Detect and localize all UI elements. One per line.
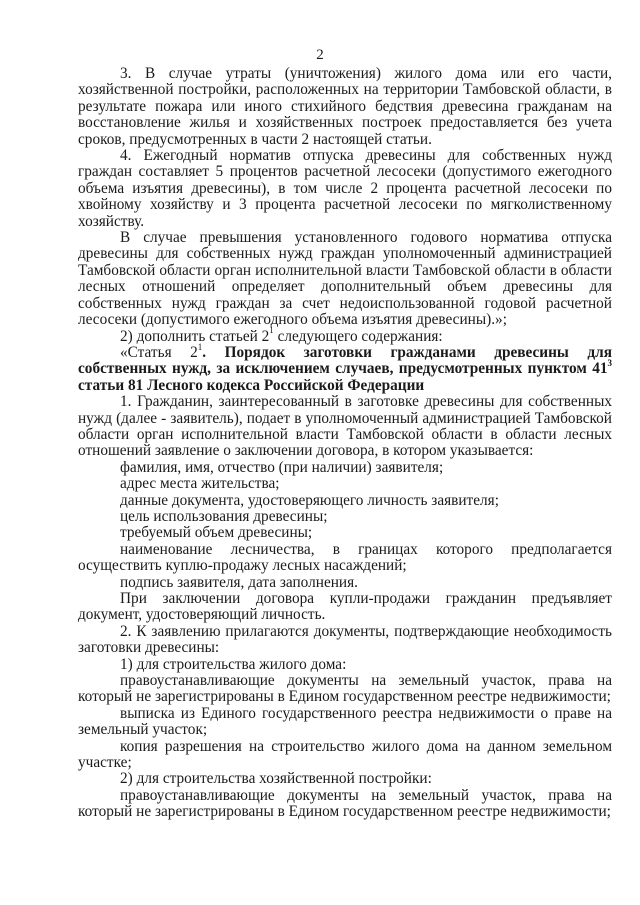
article-prefix: «Статья 2 bbox=[120, 343, 198, 361]
article-superscript: 1 bbox=[197, 341, 203, 352]
amendment-clause bbox=[78, 325, 612, 345]
list-item: цель использования древесины; bbox=[120, 507, 328, 525]
paragraph-3: 3. В случае утраты (уничтожения) жилого дома или его части, хозяйственной постройки, расположенных на территории Тамбовской области, в результате пожара или иного стихийного бедствия древесина гражданам на восстановление жилья и хозяйственных построек предоставляется без учета сроков, предусмотренных в части 2 настоящей статьи. bbox=[78, 65, 612, 148]
paragraph-excess: В случае превышения установленного годового норматива отпуска древесины для собственных нужд граждан уполномоченный администрацией Тамбовской области орган исполнительной власти Тамбовской области в области лесных отношений определяет дополнительный объем древесины для собственных нужд граждан за счет недоиспользованной годовой расчетной лесосеки (допустимого ежегодного объема изъятия древесины).»; bbox=[78, 229, 612, 329]
list-item: правоустанавливающие документы на земельный участок, права на который не зарегистрированы в Едином государственном реестре недвижимости; bbox=[78, 786, 612, 821]
list-item: требуемый объем древесины; bbox=[120, 524, 313, 542]
list-item: данные документа, удостоверяющего личность заявителя; bbox=[120, 491, 499, 509]
list-item: правоустанавливающие документы на земельный участок, права на который не зарегистрированы в Едином государственном реестре недвижимости; bbox=[78, 672, 612, 706]
document-body bbox=[78, 66, 612, 821]
list-item: подпись заявителя, дата заполнения. bbox=[120, 573, 358, 591]
list-item: фамилия, имя, отчество (при наличии) заявителя; bbox=[120, 458, 444, 476]
article-title-part-a: . Порядок заготовки гражданами древесины для собственных нужд, за исключением случаев, предусмотренных пунктом 41 bbox=[78, 343, 612, 378]
page-number: 2 bbox=[316, 47, 324, 63]
article-heading bbox=[78, 341, 612, 394]
article-title-superscript: 3 bbox=[607, 358, 612, 369]
list-item: наименование лесничества, в границах которого предполагается осуществить куплю-продажу лесных насаждений; bbox=[78, 540, 612, 575]
amendment-text-before: 2) дополнить статьей 2 bbox=[120, 327, 270, 345]
list-item: адрес места жительства; bbox=[120, 475, 280, 493]
amendment-superscript: 1 bbox=[269, 325, 274, 336]
list-item: выписка из Единого государственного реестра недвижимости о праве на земельный участок; bbox=[78, 704, 612, 739]
point-2: 2. К заявлению прилагаются документы, подтверждающие необходимость заготовки древесины: bbox=[78, 622, 612, 657]
point-1: 1. Гражданин, заинтересованный в заготовке древесины для собственных нужд (далее - заявитель), подает в уполномоченный администрацией Тамбовской области орган исполнительной власти Тамбовской области в области лесных отношений заявление о заключении договора, в котором указывается: bbox=[78, 393, 612, 460]
amendment-text-after: следующего содержания: bbox=[273, 327, 443, 345]
list-item: копия разрешения на строительство жилого дома на данном земельном участке; bbox=[78, 737, 612, 772]
article-title-part-b: статьи 81 Лесного кодекса Российской Федерации bbox=[78, 376, 425, 394]
subpoint-2: 2) для строительства хозяйственной постройки: bbox=[120, 770, 432, 788]
subpoint-1: 1) для строительства жилого дома: bbox=[120, 655, 347, 673]
paragraph-identity: При заключении договора купли-продажи гражданин предъявляет документ, удостоверяющий личность. bbox=[78, 590, 612, 624]
paragraph-4: 4. Ежегодный норматив отпуска древесины для собственных нужд граждан составляет 5 процентов расчетной лесосеки (допустимого ежегодного объема изъятия древесины), в том числе 2 процента расчетной лесосеки по хвойному хозяйству и 3 процента расчетной лесосеки по мягколиственному хозяйству. bbox=[78, 147, 612, 230]
